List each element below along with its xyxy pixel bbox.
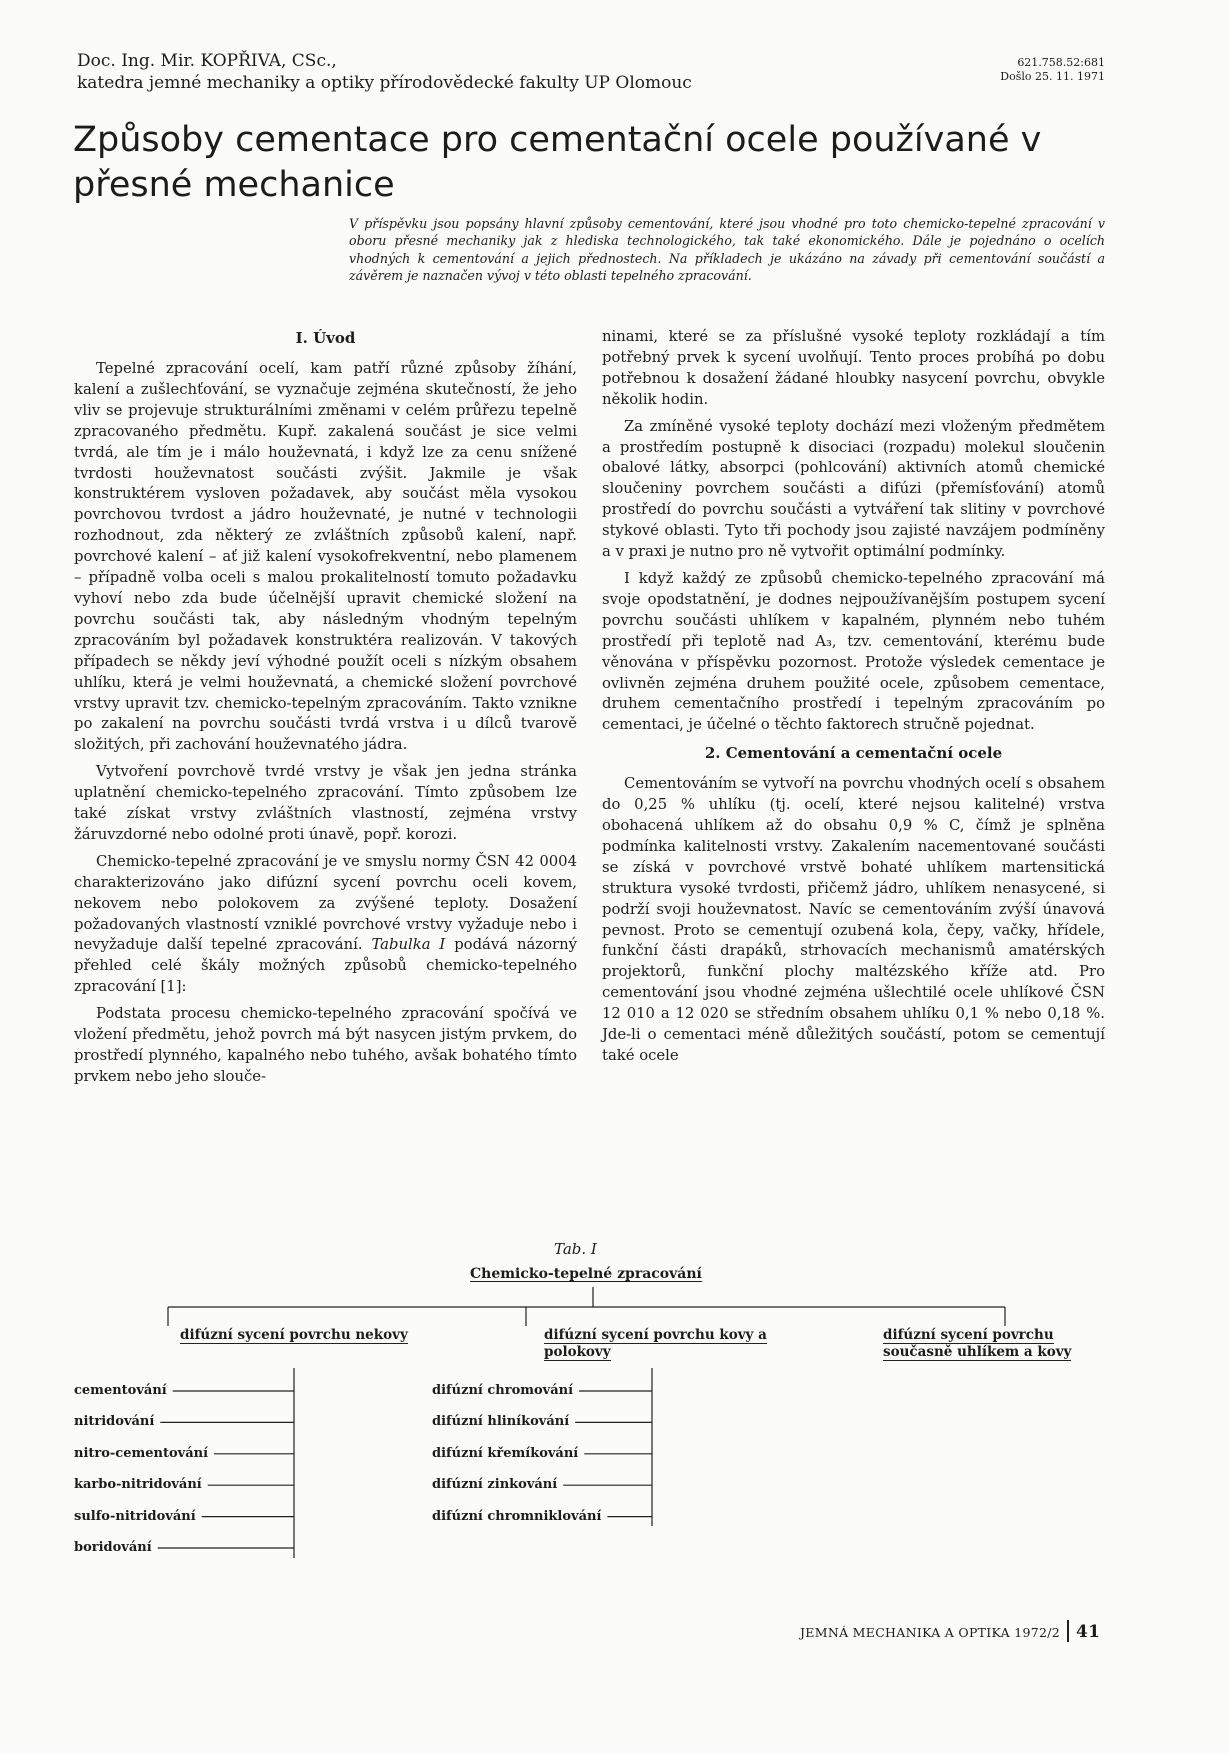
group-heading-nonmetals: difúzní sycení povrchu nekovy [180,1327,408,1343]
udc-code: 621.758.52:681 [1017,56,1105,69]
paragraph: I když každý ze způsobů chemicko-tepelného zpracování má svoje opodstatnění, je dodnes nejpoužívanějším postupem sycení povrchu součásti uhlíkem v kapalném, plynném nebo tuhém prostředí při teplotě nad A₃, tzv. cementování, kterému bude věnována v příspěvku pozornost. Protože výsledek cementace je ovlivněn zejména druhem použité ocele, způsobem cementace, druhem cementačního prostředí i tepelným zpracováním po cementaci, je účelné o těchto faktorech stručně pojednat. [602,569,1105,734]
table-item: difúzní křemíkování [432,1445,579,1461]
table-caption: Tab. I [554,1240,597,1258]
table-item: nitro-cementování [74,1445,209,1461]
journal-name: JEMNÁ MECHANIKA A OPTIKA 1972/2 [800,1625,1061,1640]
table-item: karbo-nitridování [74,1477,202,1493]
footer-divider [1067,1620,1069,1642]
table-item: difúzní zinkování [432,1477,558,1493]
group-heading-metals: difúzní sycení povrchu kovy a polokovy [544,1327,767,1360]
paragraph: ninami, které se za příslušné vysoké teploty rozkládají a tím potřebný prvek k sycení uvolňují. Tento proces probíhá po dobu potřebnou k dosažení žádané hloubky nasycení povrchu, obvykle několik hodin. [602,328,1105,408]
page-number: 41 [1076,1622,1101,1642]
paragraph-text: podává názorný přehled celé škály možných způsobů chemicko-tepelného zpracování [1]: [74,936,577,996]
table-item: difúzní chromniklování [432,1508,602,1524]
paragraph: Tepelné zpracování ocelí, kam patří různé způsoby žíhání, kalení a zušlechťování, se vyznačuje zejména skutečností, že jeho vliv se projevuje strukturálními změnami v celém průřezu tepelně zpracovaného předmětu. Kupř. zakalená součást je sice velmi tvrdá, ale tím je i málo houževnatá, i když lze za cenu snížené tvrdosti houževnatost součásti zvýšit. Jakmile je však konstruktérem vysloven požadavek, aby součást měla vysokou povrchovou tvrdost a jádro houževnaté, je nutné v technologii rozhodnout, zda některý ze zvláštních způsobů kalení, např. povrchové kalení – ať již kalení vysokofrekventní, nebo plamenem – případně volba oceli s malou prokalitelností tomuto požadavku vyhoví nebo zda bude účelnější upravit chemické složení na povrchu součásti tak, aby následným vhodným tepelným zpracováním byl požadavek konstruktéra realizován. V takových případech se někdy jeví výhodné použít oceli s nízkým obsahem uhlíku, která je velmi houževnatá, a chemické složení povrchové vrstvy upravit tzv. chemicko-tepelným zpracováním. Takto vznikne po zakalení na povrchu součásti tvrdá vrstva i u dílců tvarově složitých, při zachování houževnatého jádra. [74,360,577,754]
table-item: nitridování [74,1414,155,1430]
paragraph-text: Chemicko-tepelné zpracování je ve smyslu normy ČSN 42 0004 charakterizováno jako difúzní sycení povrchu oceli kovem, nekovem nebo polokovem za zvýšené teploty. Dosažení požadovaných vlastností vzniklé povrchové vrstvy vyžaduje nebo i nevyžaduje další tepelné zpracování. [74,852,577,954]
table-item: difúzní hliníkování [432,1414,570,1430]
table-item: cementování [74,1383,167,1398]
table-reference: Tabulka I [371,936,446,954]
section-heading-intro: I. Úvod [295,329,356,347]
received-date: Došlo 25. 11. 1971 [1000,70,1105,83]
table-item: sulfo-nitridování [74,1508,196,1524]
section-heading-cementation: 2. Cementování a cementační ocele [704,744,1003,763]
table-item: boridování [74,1540,152,1555]
table-item: difúzní chromování [432,1383,574,1398]
abstract: V příspěvku jsou popsány hlavní způsoby cementování, které jsou vhodné pro toto chemicko-tepelné zpracování v oboru přesné mechaniky jak z hlediska technologického, tak také ekonomického. Dále je pojednáno o ocelích vhodných k cementování a jejich přednostech. Na příkladech je ukázáno na závady při cementování součástí a závěrem je naznačen vývoj v této oblasti tepelného zpracování. [349,216,1105,284]
paragraph: Cementováním se vytvoří na povrchu vhodných ocelí s obsahem do 0,25 % uhlíku (tj. ocelí, které nejsou kalitelné) vrstva obohacená uhlíkem až do obsahu 0,9 % C, čímž je splněna podmínka kalitelnosti vrstvy. Zakalením nacementované součásti se získá v povrchové vrstvě bohaté uhlíkem martensitická struktura vysoké tvrdosti, přičemž jádro, uhlíkem nenasycené, si podrží svoji houževnatost. Navíc se cementováním zvýší únavová pevnost. Proto se cementují ozubená kola, čepy, vačky, hřídele, funkční části drapáků, strhovacích mechanismů amatérských projektorů, funkční plochy maltézského kříže atd. Pro cementování jsou vhodné zejména ušlechtilé ocele uhlíkové ČSN 12 010 a 12 020 se středním obsahem uhlíku 0,1 % nebo 0,18 %. Jde-li o cementaci méně důležitých součástí, potom se cementují také ocele [602,775,1105,1064]
paragraph: Podstata procesu chemicko-tepelného zpracování spočívá ve vložení předmětu, jehož povrch má být nasycen jistým prvkem, do prostředí plynného, kapalného nebo tuhého, avšak bohatého tímto prvkem nebo jeho slouče- [74,1005,577,1085]
paragraph: Za zmíněné vysoké teploty dochází mezi vloženým předmětem a prostředím postupně k disociaci (rozpadu) molekul sloučenin obalové látky, absorpci (pohlcování) aktivních atomů chemické sloučeniny povrchem součásti a difúzi (přemísťování) atomů prostředí do povrchu součásti a vytváření tak slitiny v povrchové stykové oblasti. Tyto tři pochody jsou zajisté navzájem podmíněny a v praxi je nutno pro ně vytvořit optimální podmínky. [602,417,1105,561]
author-name: Doc. Ing. Mir. KOPŘIVA, CSc., [77,51,337,71]
table-root-heading: Chemicko-tepelné zpracování [470,1266,702,1282]
paragraph: Vytvoření povrchově tvrdé vrstvy je však jen jedna stránka uplatnění chemicko-tepelného zpracování. Tímto způsobem lze také získat vrstvy zvláštních vlastností, zejména vrstvy žáruvzdorné nebo odolné proti únavě, popř. korozi. [74,763,577,843]
article-title: Způsoby cementace pro cementační ocele používané v přesné mechanice [73,120,1042,205]
group-heading-carbon-metals: difúzní sycení povrchu současně uhlíkem a kovy [883,1327,1072,1360]
page-footer [800,1620,1100,1642]
author-affiliation: katedra jemné mechaniky a optiky přírodovědecké fakulty UP Olomouc [77,73,692,93]
